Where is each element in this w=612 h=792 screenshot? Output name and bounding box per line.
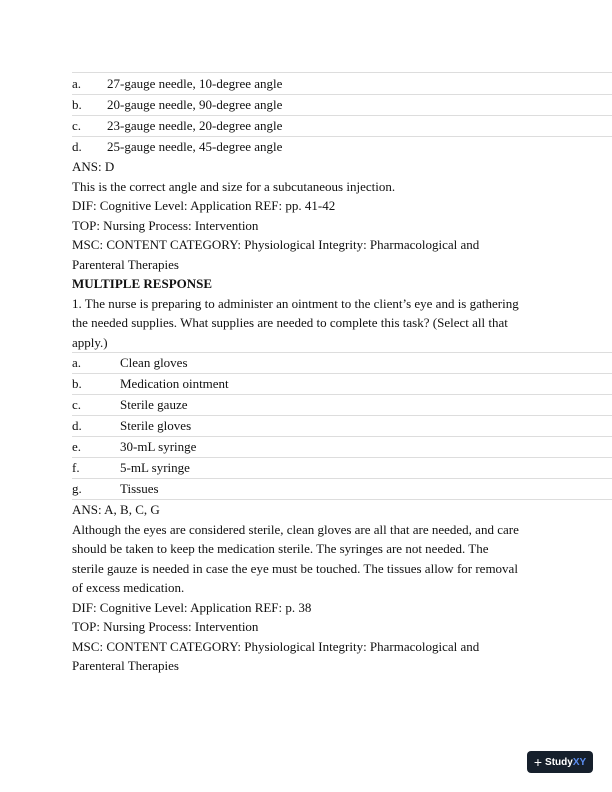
q2-option-row: [72, 437, 612, 458]
q2-msc-line-1: MSC: CONTENT CATEGORY: Physiological Integrity: Pharmacological and: [72, 638, 480, 654]
option-text: 5-mL syringe: [120, 460, 190, 475]
option-letter: a.: [72, 76, 82, 91]
q1-option-row: [72, 137, 612, 157]
option-text: 27-gauge needle, 10-degree angle: [107, 76, 283, 91]
q1-dif: DIF: Cognitive Level: Application REF: pp. 41-42: [72, 198, 336, 213]
studyxy-badge[interactable]: [527, 751, 593, 773]
q2-option-row: [72, 353, 612, 374]
q2-option-row: [72, 416, 612, 437]
option-text: Tissues: [120, 481, 159, 496]
q1-msc-line-2: Parenteral Therapies: [72, 256, 179, 272]
q2-rationale-line-1: Although the eyes are considered sterile, clean gloves are all that are needed, and care: [72, 521, 519, 537]
option-letter: a.: [72, 355, 82, 370]
option-letter: b.: [72, 376, 82, 391]
q1-options: [72, 74, 612, 157]
q1-answer: ANS: D: [72, 159, 115, 174]
q2-option-row: [72, 395, 612, 416]
q2-option-row: [72, 479, 612, 500]
q2-options: [72, 353, 612, 500]
option-letter: g.: [72, 481, 82, 496]
option-text: Sterile gloves: [120, 418, 192, 433]
q2-stem-line-1: 1. The nurse is preparing to administer an ointment to the client’s eye and is gathering: [72, 295, 519, 311]
option-text: 23-gauge needle, 20-degree angle: [107, 118, 283, 133]
section-heading: MULTIPLE RESPONSE: [72, 276, 213, 291]
brand-accent: XY: [572, 756, 587, 768]
option-letter: d.: [72, 139, 82, 154]
option-text: 20-gauge needle, 90-degree angle: [107, 97, 283, 112]
option-text: Clean gloves: [120, 355, 188, 370]
content: [72, 74, 612, 676]
q1-msc-line-1: MSC: CONTENT CATEGORY: Physiological Integrity: Pharmacological and: [72, 237, 480, 252]
q2-stem-line-3: apply.): [72, 333, 612, 354]
q1-option-row: [72, 95, 612, 116]
option-letter: b.: [72, 97, 82, 112]
option-letter: c.: [72, 118, 82, 133]
option-text: 30-mL syringe: [120, 439, 197, 454]
q1-topic: TOP: Nursing Process: Intervention: [72, 217, 259, 233]
q2-stem-line-2: the needed supplies. What supplies are needed to complete this task? (Select all that: [72, 315, 508, 330]
q1-rationale: This is the correct angle and size for a subcutaneous injection.: [72, 178, 396, 194]
option-text: Medication ointment: [120, 376, 229, 391]
option-text: 25-gauge needle, 45-degree angle: [107, 139, 283, 154]
option-letter: d.: [72, 418, 82, 433]
plus-icon: +: [533, 754, 543, 770]
option-letter: e.: [72, 439, 82, 454]
q1-option-row: [72, 116, 612, 137]
q2-rationale-line-2: should be taken to keep the medication sterile. The syringes are not needed. The: [72, 541, 489, 556]
q2-option-row: [72, 458, 612, 479]
top-rule: [72, 72, 612, 73]
q2-msc-line-2: Parenteral Therapies: [72, 658, 179, 673]
q1-option-row: [72, 74, 612, 95]
option-text: Sterile gauze: [120, 397, 188, 412]
q2-option-row: [72, 374, 612, 395]
option-letter: f.: [72, 460, 80, 475]
option-letter: c.: [72, 397, 82, 412]
q2-topic: TOP: Nursing Process: Intervention: [72, 619, 259, 634]
q2-rationale-line-4: of excess medication.: [72, 580, 185, 595]
q2-rationale-line-3: sterile gauze is needed in case the eye must be touched. The tissues allow for removal: [72, 560, 518, 576]
q2-dif: DIF: Cognitive Level: Application REF: p. 38: [72, 599, 312, 615]
q2-answer: ANS: A, B, C, G: [72, 502, 160, 517]
brand-main: Study: [545, 756, 573, 768]
